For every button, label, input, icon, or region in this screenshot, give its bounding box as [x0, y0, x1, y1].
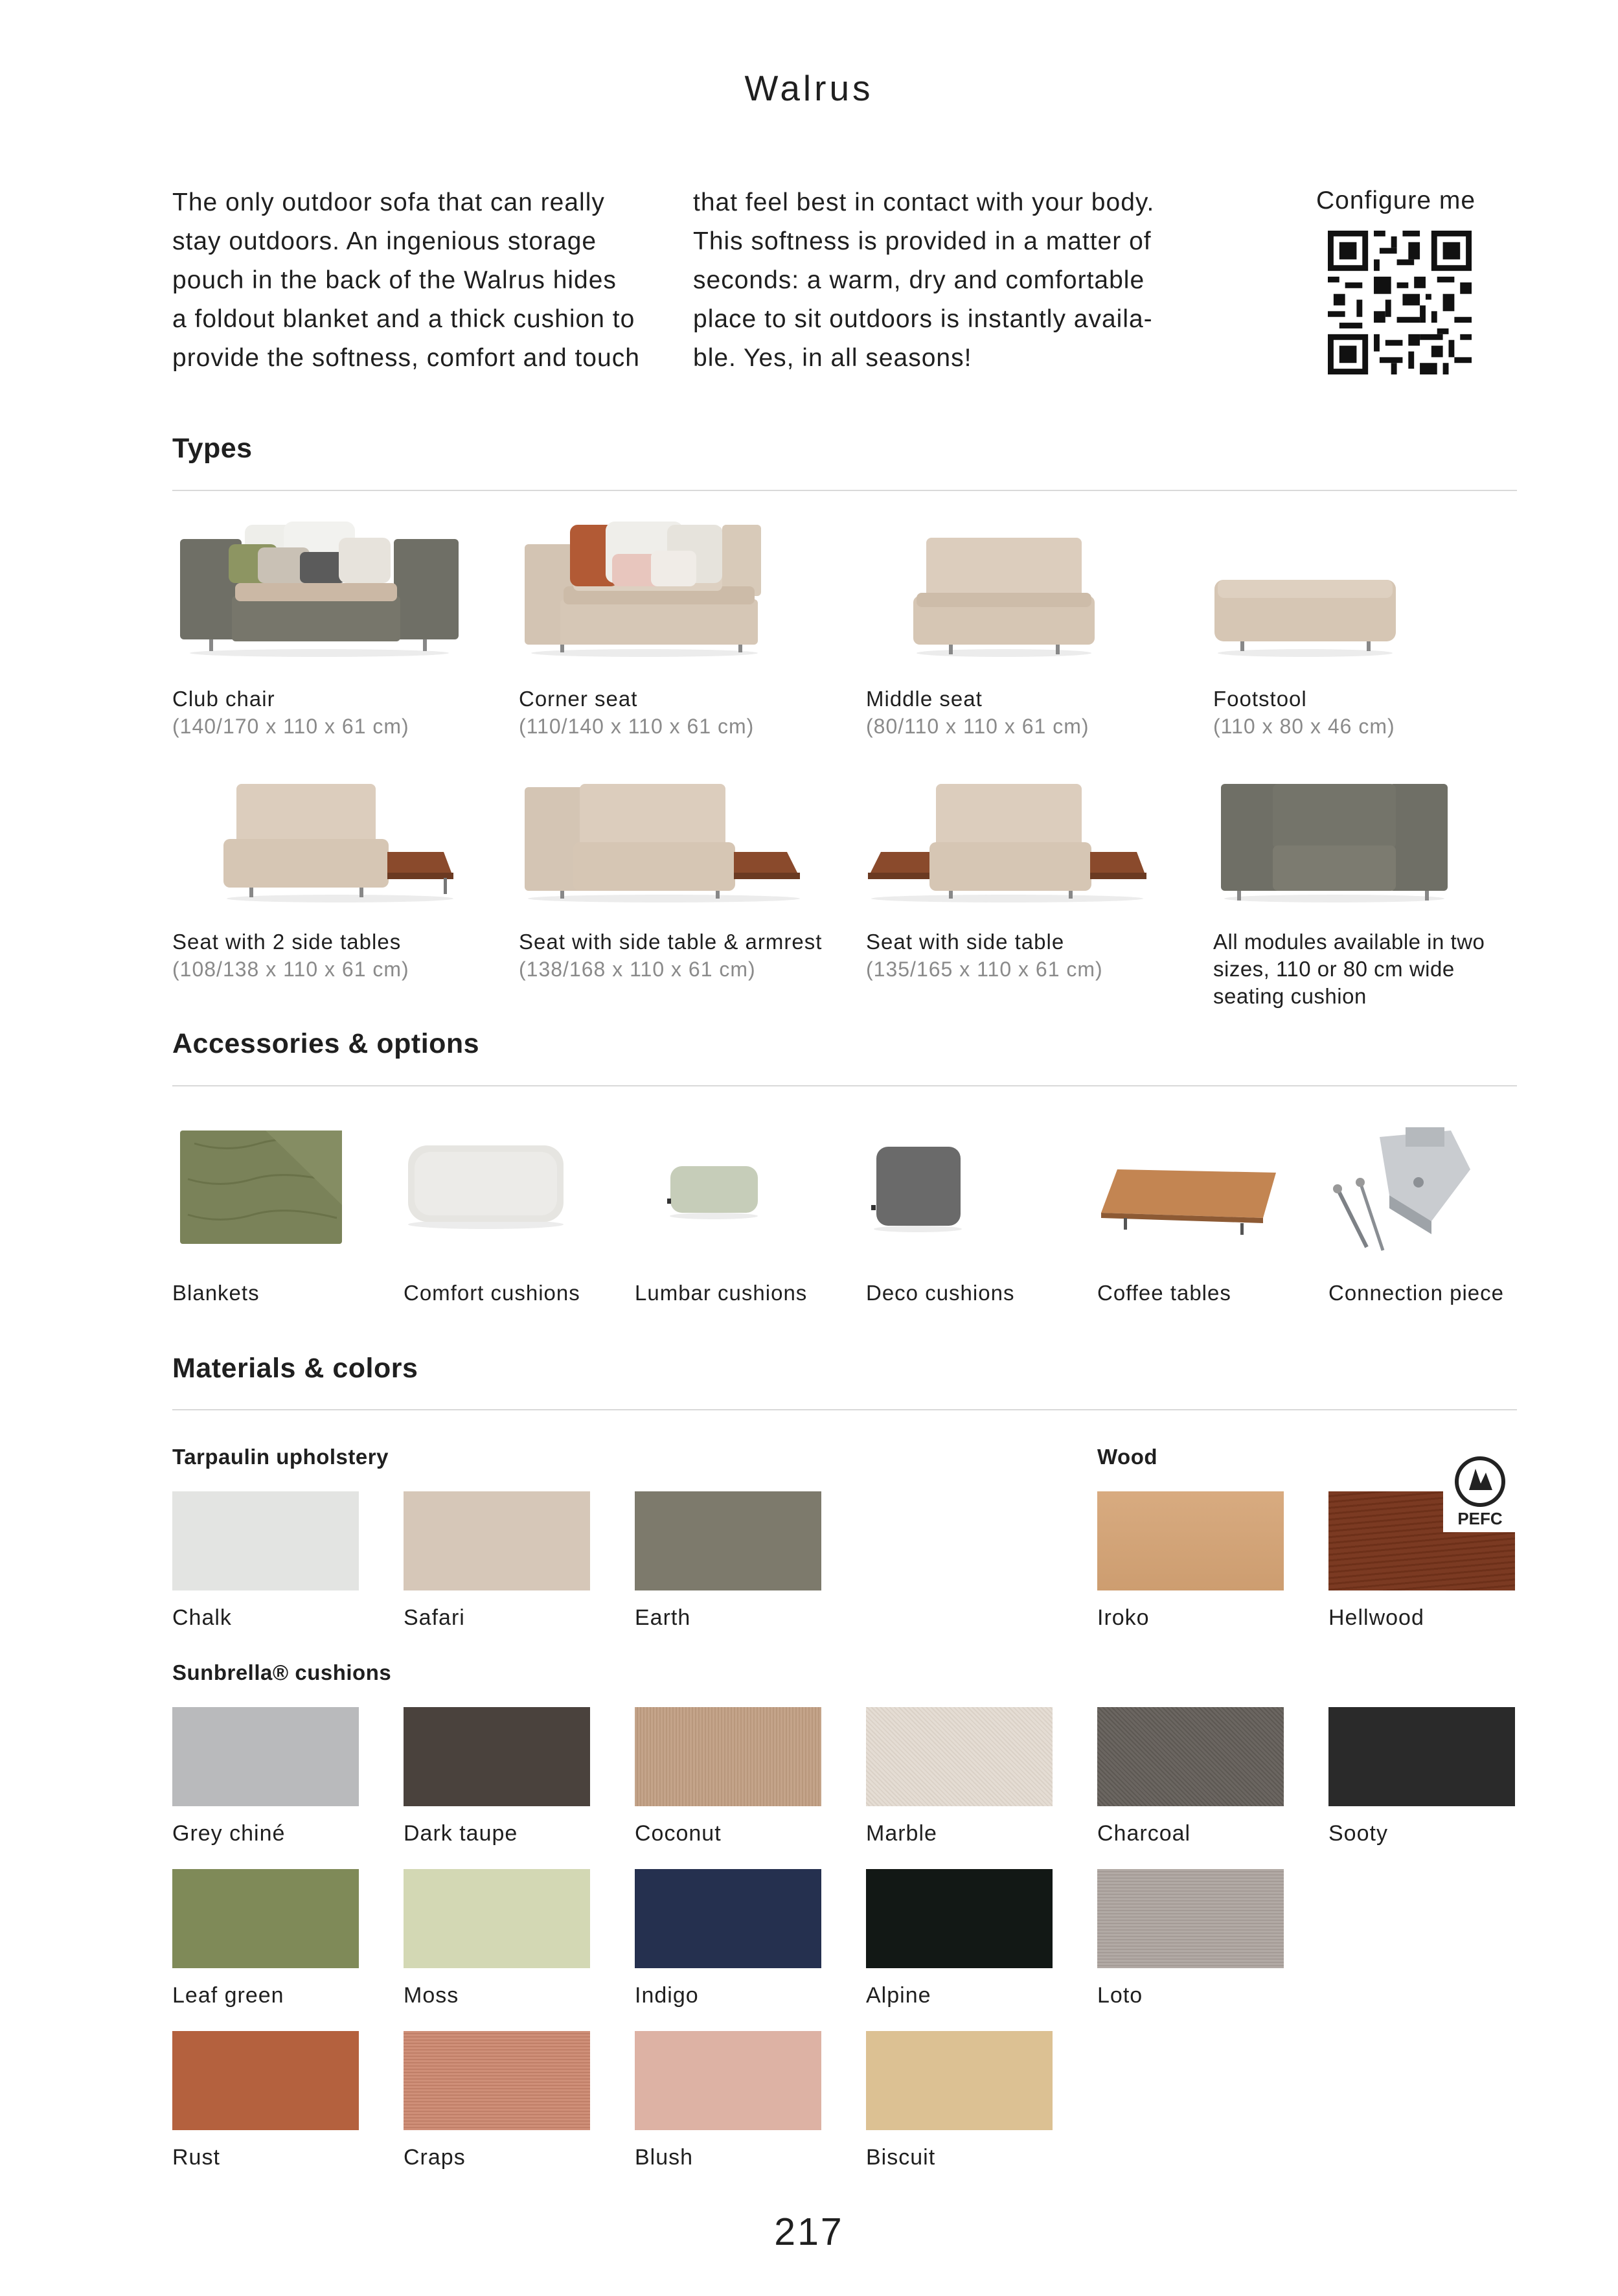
swatch-label: Indigo [635, 1983, 699, 2008]
qr-code-icon[interactable] [1328, 231, 1472, 374]
swatch-coconut [635, 1707, 821, 1806]
swatch-label: Grey chiné [172, 1821, 286, 1846]
seat-with-2-side-tables-image [220, 781, 460, 904]
swatch-label: Alpine [866, 1983, 931, 2008]
type-dims: (110 x 80 x 46 cm) [1213, 715, 1395, 738]
swatch-label: Hellwood [1328, 1605, 1424, 1630]
accessory-label: Deco cushions [866, 1281, 1015, 1305]
swatch-alpine [866, 1869, 1053, 1968]
type-dims: (80/110 x 110 x 61 cm) [866, 715, 1089, 738]
swatch-indigo [635, 1869, 821, 1968]
modules-note [1213, 928, 1511, 1010]
divider [172, 490, 1517, 491]
swatch-dark-taupe [404, 1707, 590, 1806]
swatch-label: Marble [866, 1821, 937, 1846]
swatch-moss [404, 1869, 590, 1968]
type-name: Middle seat [866, 687, 983, 711]
page-title: Walrus [744, 68, 874, 108]
swatch-label: Blush [635, 2145, 694, 2170]
intro-line: a foldout blanket and a thick cushion to [172, 305, 635, 333]
swatch-label: Safari [404, 1605, 465, 1630]
swatch-label: Chalk [172, 1605, 232, 1630]
intro-line: The only outdoor sofa that can really [172, 189, 605, 216]
intro-line: This softness is provided in a matter of [693, 227, 1152, 255]
pefc-logo-icon [1443, 1454, 1518, 1532]
swatch-loto [1097, 1869, 1284, 1968]
swatch-label: Earth [635, 1605, 691, 1630]
footstool-image [1211, 577, 1399, 658]
swatch-label: Leaf green [172, 1983, 284, 2008]
seat-with-side-table-image [865, 781, 1150, 904]
coffee-table-image [1098, 1166, 1279, 1237]
lumbar-cushion-image [667, 1163, 761, 1221]
accessory-label: Coffee tables [1097, 1281, 1231, 1305]
page-number: 217 [774, 2210, 844, 2253]
note-line: All modules available in two [1213, 930, 1485, 954]
accessory-label: Comfort cushions [404, 1281, 580, 1305]
type-dims: (135/165 x 110 x 61 cm) [866, 958, 1103, 981]
type-dims: (138/168 x 110 x 61 cm) [519, 958, 756, 981]
swatch-label: Charcoal [1097, 1821, 1191, 1846]
intro-line: place to sit outdoors is instantly availa- [693, 305, 1153, 333]
wood-title: Wood [1097, 1445, 1158, 1469]
type-name: Seat with 2 side tables [172, 930, 402, 954]
svg-text:PEFC: PEFC [1457, 1509, 1503, 1528]
accessories-heading: Accessories & options [172, 1028, 480, 1059]
type-dims: (108/138 x 110 x 61 cm) [172, 958, 409, 981]
intro-column-2 [693, 183, 1192, 378]
type-item [519, 928, 822, 983]
swatch-label: Coconut [635, 1821, 722, 1846]
swatch-iroko [1097, 1491, 1284, 1590]
type-name: Seat with side table & armrest [519, 930, 823, 954]
intro-line: ble. Yes, in all seasons! [693, 344, 972, 372]
type-item [866, 685, 1089, 740]
intro-column-1 [172, 183, 671, 378]
swatch-label: Loto [1097, 1983, 1143, 2008]
swatch-craps [404, 2031, 590, 2130]
blanket-image [175, 1127, 347, 1247]
materials-heading: Materials & colors [172, 1353, 418, 1384]
intro-line: seconds: a warm, dry and comfortable [693, 266, 1145, 294]
intro-line: provide the softness, comfort and touch [172, 344, 640, 372]
intro-line: pouch in the back of the Walrus hides [172, 266, 617, 294]
club-chair-image [174, 518, 465, 658]
swatch-leaf-green [172, 1869, 359, 1968]
sunbrella-title: Sunbrella® cushions [172, 1660, 392, 1684]
type-name: Seat with side table [866, 930, 1065, 954]
accessory-label: Connection piece [1328, 1281, 1505, 1305]
intro-line: that feel best in contact with your body. [693, 189, 1155, 216]
seat-with-side-table-armrest-image [521, 781, 806, 904]
swatch-safari [404, 1491, 590, 1590]
type-name: Club chair [172, 687, 275, 711]
divider [172, 1085, 1517, 1086]
type-item [172, 928, 409, 983]
swatch-label: Biscuit [866, 2145, 936, 2170]
swatch-earth [635, 1491, 821, 1590]
swatch-blush [635, 2031, 821, 2130]
types-heading: Types [172, 433, 253, 464]
intro-line: stay outdoors. An ingenious storage [172, 227, 597, 255]
configure-label: Configure me [1316, 187, 1476, 214]
type-item [1213, 685, 1395, 740]
swatch-marble [866, 1707, 1053, 1806]
type-name: Corner seat [519, 687, 638, 711]
type-name: Footstool [1213, 687, 1307, 711]
connection-piece-image [1328, 1124, 1477, 1257]
swatch-rust [172, 2031, 359, 2130]
note-line: sizes, 110 or 80 cm wide [1213, 957, 1455, 981]
accessory-label: Lumbar cushions [635, 1281, 808, 1305]
type-item [866, 928, 1103, 983]
swatch-biscuit [866, 2031, 1053, 2130]
swatch-grey-chine [172, 1707, 359, 1806]
swatch-label: Sooty [1328, 1821, 1388, 1846]
swatch-sooty [1328, 1707, 1515, 1806]
tarpaulin-title: Tarpaulin upholstery [172, 1445, 389, 1469]
swatch-chalk [172, 1491, 359, 1590]
accessory-label: Blankets [172, 1281, 260, 1305]
swatch-label: Dark taupe [404, 1821, 518, 1846]
swatch-label: Moss [404, 1983, 459, 2008]
type-dims: (110/140 x 110 x 61 cm) [519, 715, 755, 738]
swatch-charcoal [1097, 1707, 1284, 1806]
corner-seat-image [521, 518, 768, 658]
all-modules-image [1218, 781, 1451, 904]
divider [172, 1409, 1517, 1410]
note-line: seating cushion [1213, 984, 1367, 1008]
swatch-label: Rust [172, 2145, 220, 2170]
type-item [519, 685, 754, 740]
deco-cushion-image [871, 1143, 965, 1234]
type-dims: (140/170 x 110 x 61 cm) [172, 715, 409, 738]
swatch-label: Craps [404, 2145, 466, 2170]
comfort-cushion-image [405, 1140, 567, 1231]
middle-seat-image [910, 531, 1098, 658]
swatch-label: Iroko [1097, 1605, 1150, 1630]
type-item [172, 685, 409, 740]
